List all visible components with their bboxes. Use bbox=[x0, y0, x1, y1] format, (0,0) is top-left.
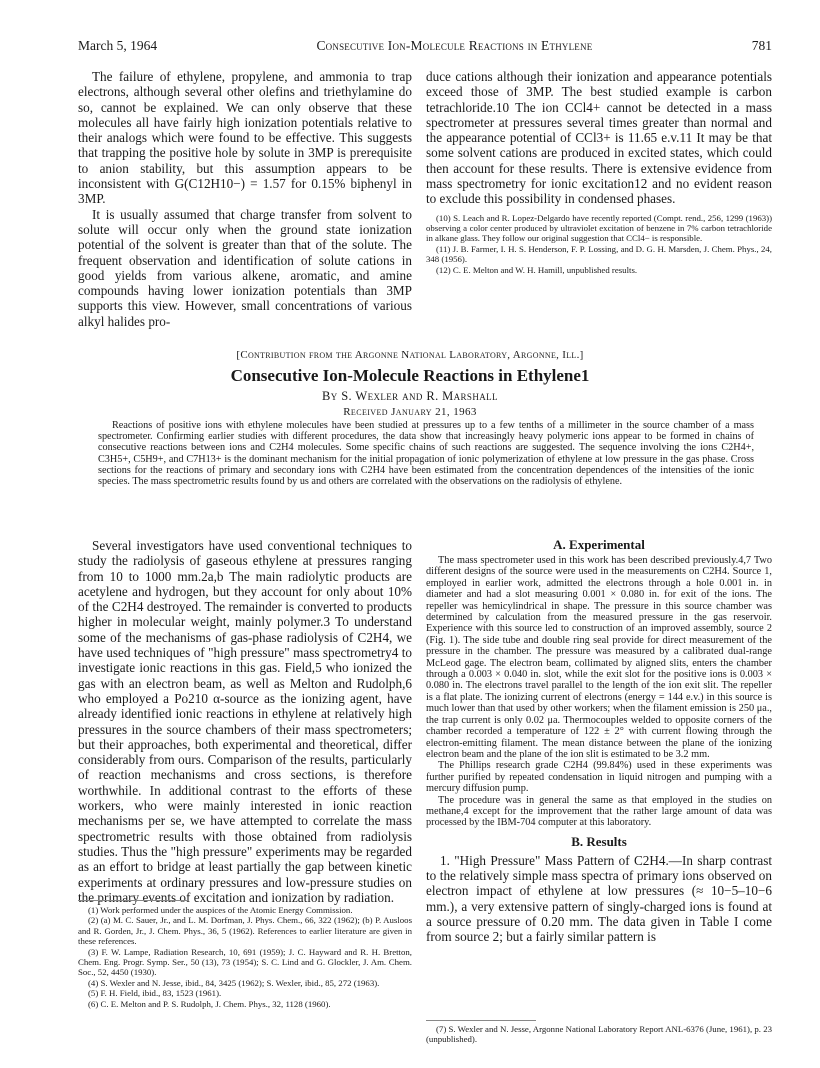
prev-paragraph: It is usually assumed that charge transfer from solvent to solute will occur only when the ground state ionization potential of the solvent is greater than that of the solute. The frequent observation and identification of solute cations in good yields from various alkene, aromatic, and amine compounds having lower ionization potentials than 3MP supports this view. However, small concentrations of various alkyl halides pro- bbox=[78, 206, 412, 329]
footnote: (1) Work performed under the auspices of the Atomic Energy Commission. bbox=[88, 905, 353, 915]
prev-article-right-column bbox=[426, 69, 772, 275]
prev-paragraph: The failure of ethylene, propylene, and ammonia to trap electrons, although several other olefins and triethylamine do so, cannot be explained. We can only observe that these molecules all have fairly high ionization potentials relative to their analogs which were found to be effective. This suggests that trapping the positive hole by solute in 3MP is prerequisite to anion stability, but this assumption appears to be inconsistent with G(C12H10−) = 1.57 for 0.15% biphenyl in 3MP. bbox=[78, 69, 412, 207]
article-authors: By S. Wexler and R. Marshall bbox=[322, 389, 498, 403]
footnote-rule bbox=[78, 900, 188, 901]
experimental-paragraph: The procedure was in general the same as that employed in the studies on methane,4 except for the improvement that the rather large amount of data was processed by the IBM-704 computer at this laboratory. bbox=[426, 794, 772, 829]
footnote: (11) J. B. Farmer, I. H. S. Henderson, F. P. Lossing, and D. G. H. Marsden, J. Chem. Phys., 24, 348 (1956). bbox=[426, 243, 772, 265]
footnote: (4) S. Wexler and N. Jesse, ibid., 84, 3425 (1962); S. Wexler, ibid., 85, 272 (1963). bbox=[88, 977, 380, 988]
prev-footnotes bbox=[426, 213, 772, 275]
header-page-number: 781 bbox=[751, 38, 772, 53]
article-left-footnotes bbox=[78, 905, 412, 1009]
experimental-heading: A. Experimental bbox=[553, 537, 645, 552]
article-title: Consecutive Ion-Molecule Reactions in Ethylene1 bbox=[230, 366, 590, 385]
experimental-paragraph: The Phillips research grade C2H4 (99.84%) used in these experiments was further purified by repeated condensation in liquid nitrogen and pumping with a mercury diffusion pump. bbox=[426, 760, 772, 795]
article-left-column bbox=[78, 538, 412, 905]
experimental-paragraph: The mass spectrometer used in this work has been described previously.4,7 Two different designs of the source were used in the measurements on C2H4. Source 1, employed in earlier work, admitted the electrons through a hole 0.001 in. in diameter and had a slot measuring 0.001 × 0.080 in. for exit of the ions. The repeller was hemicylindrical in shape. The pressure in this source chamber was determined by calculation from the measured pressure in the gas reservoir. Experience with this source led to construction of an improved assembly, source 2 (Fig. 1). The side tube and double ring seal provide for direct measurement of the pressure in the chamber. The pressure was measured by a calibrated dual-range McLeod gage. The electron beam, collimated by aligned slits, enters the chamber through a 0.003 × 0.040 in. slot, while the exit slot for the positive ions is 0.003 × 0.080 in. The electrons travel parallel to the length of the ion exit slit. The repeller is a flat plate. The ionizing current of electrons (energy = 144 e.v.) in this source is much lower than that used by other workers; when the filament emission is 250 μa., the trap current is only 0.02 μa. Thermocouples welded to opposite corners of the chamber recorded a temperature of 122 ± 2° with current flowing through the electron-emitting filament. The mean distance between the plane of the ionizing electron beam and the plane of the ion slit is estimated to be 3.2 mm. bbox=[426, 555, 772, 760]
running-head bbox=[78, 38, 772, 56]
results-heading: B. Results bbox=[571, 833, 627, 849]
article-right-footnotes bbox=[426, 1024, 772, 1045]
intro-paragraph: Several investigators have used conventional techniques to study the radiolysis of gaseous ethylene at pressures ranging from 10 to 1000 mm.2a,b The main radiolytic products are acetylene and hydrogen, but they account for only about 10% of the C2H4 destroyed. The remainder is converted to products higher in molecular weight, mainly polymer.3 To understand some of the mechanisms of gas-phase radiolysis of C2H4, we have used techniques of "high pressure" mass spectrometry4 to investigate ionic reactions in this gas. Field,5 who ionized the gas with an electron beam, as well as Melton and Rudolph,6 who employed a Po210 α-source as the ionizing agent, have already identified ionic reactions in ethylene at relatively high pressures in the source chambers of their mass spectrometers; but their approaches, both experimental and theoretical, differ considerably from ours. Comparison of the results, particularly of reaction mechanisms and cross sections, is therefore worthwhile. In additional contrast to the efforts of these workers, who were mainly interested in ionic reaction mechanisms per se, we have attempted to correlate the mass spectrometric results with those obtained from radiolysis studies. Thus the "high pressure" experiments may be regarded as an effort to bridge at least partially the gap between kinetic experiments at ordinary pressures and low-pressure studies on the primary events of excitation and ionization by radiation. bbox=[78, 538, 412, 905]
contribution-line: [Contribution from the Argonne National Laboratory, Argonne, Ill.] bbox=[236, 349, 584, 361]
footnote: (6) C. E. Melton and P. S. Rudolph, J. Chem. Phys., 32, 1128 (1960). bbox=[88, 998, 331, 1009]
header-date: March 5, 1964 bbox=[78, 38, 158, 53]
footnote: (5) F. H. Field, ibid., 83, 1523 (1961). bbox=[88, 988, 222, 999]
footnote-rule bbox=[426, 1020, 536, 1021]
prev-article-left-column bbox=[78, 69, 412, 329]
footnote: (3) F. W. Lampe, Radiation Research, 10, 691 (1959); J. C. Hayward and R. H. Bretton, Chem. Eng. Progr. Symp. Ser., 50 (13), 73 (1954); S. C. Lind and G. Glockler, J. Am. Chem. Soc., 52, 4450 (1930). bbox=[78, 946, 412, 978]
footnote: (12) C. E. Melton and W. H. Hamill, unpublished results. bbox=[436, 264, 638, 275]
article-right-column bbox=[426, 537, 772, 945]
abstract: Reactions of positive ions with ethylene molecules have been studied at pressures up to a few tenths of a millimeter in the source chamber of a mass spectrometer. Confirming earlier studies with different procedures, the data show that increasingly heavy polymeric ions appear to be formed in chains of consecutive reactions between ions and C2H4 molecules. Some specific chains of such reactions are suggested. The sequence involving the ions C2H4+, C3H5+, C5H9+, and C7H13+ is the dominant mechanism for the initial propagation of ionic polymerization of ethylene at low pressure in the gas phase. Cross sections for the reactions of primary and secondary ions with C2H4 have been estimated from the concentration dependences of the intensities of the ionic species. The mass spectrometric results found by us and others are correlated with the observations on the radiolysis of ethylene. bbox=[98, 420, 754, 488]
experimental-section bbox=[426, 555, 772, 829]
header-title: Consecutive Ion-Molecule Reactions in Ethylene bbox=[316, 38, 593, 53]
footnote: (7) S. Wexler and N. Jesse, Argonne National Laboratory Report ANL-6376 (June, 1961), p. 23 (unpublished). bbox=[426, 1024, 772, 1045]
prev-paragraph: duce cations although their ionization and appearance potentials exceed those of 3MP. The best studied example is carbon tetrachloride.10 The ion CCl4+ cannot be detected in a mass spectrometer at pressures several times greater than normal and the appearance potential of CCl3+ is 11.65 e.v.11 It may be that some solvent cations are produced in excited states, which could then account for these results. There is extensive evidence from mass spectrometry for ionic excitation12 and no evident reason to exclude this possibility in condensed phases. bbox=[426, 69, 772, 207]
received-date: Received January 21, 1963 bbox=[343, 406, 477, 418]
footnote: (2) (a) M. C. Sauer, Jr., and L. M. Dorfman, J. Phys. Chem., 66, 322 (1962); (b) P. Ausloos and R. Gorden, Jr., J. Chem. Phys., 36, 5 (1962). References to earlier literature are given in these references. bbox=[78, 915, 412, 947]
results-paragraph: 1. "High Pressure" Mass Pattern of C2H4.—In sharp contrast to the relatively simple mass spectra of primary ions observed on electron impact of ethylene at low pressures (≈ 10−5–10−6 mm.), a very extensive pattern of singly-charged ions is found at a source pressure of 0.20 mm. The data given in Table I come from source 2; but a fairly similar pattern is bbox=[426, 852, 772, 945]
footnote: (10) S. Leach and R. Lopez-Delgardo have recently reported (Compt. rend., 256, 1299 (1963)) observing a color center produced by ultraviolet excitation of benzene in 7% carbon tetrachloride in alkane glass. They follow our original suggestion that CCl4− is responsible. bbox=[426, 212, 772, 244]
